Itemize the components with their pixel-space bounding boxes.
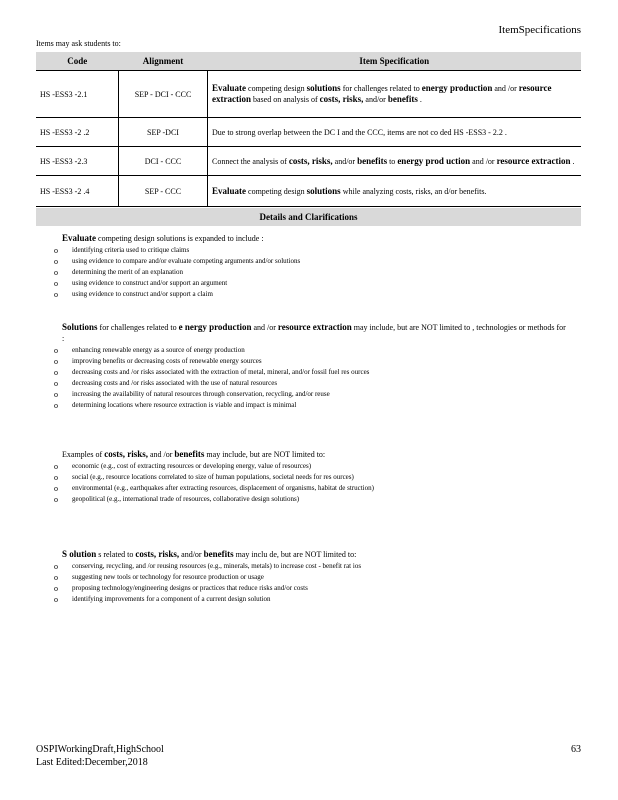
- keyword-text: costs, risks,: [104, 449, 148, 459]
- keyword-text: Evaluate: [212, 83, 247, 93]
- list-item-text: increasing the availability of natural resources through conservation, recycling, and/or reuse: [72, 390, 330, 398]
- keyword-text: solutions: [306, 185, 341, 196]
- details-and-clarifications-heading: Details and Clarifications: [36, 208, 581, 226]
- text-run: competing design solutions is expanded to include :: [96, 234, 264, 243]
- keyword-text: Evaluate: [212, 185, 247, 196]
- list-item-text: environmental (e.g., earthquakes after extracting resources, displacement of organisms, habitat de struction): [72, 484, 374, 492]
- keyword-text: Evaluate: [62, 233, 97, 243]
- page-header-title: ItemSpecifications: [498, 24, 581, 36]
- list-item-text: decreasing costs and /or risks associated with the extraction of metal, mineral, and/or fossil fuel res ources: [72, 368, 370, 376]
- text-run: competing design: [246, 84, 307, 93]
- clarification-list: [40, 561, 570, 605]
- list-item: [54, 367, 570, 378]
- list-item: [54, 594, 570, 605]
- section-heading: [40, 233, 570, 244]
- text-run: for challenges related to: [340, 84, 422, 93]
- row-specification: [208, 147, 582, 176]
- keyword-text: resource extraction: [277, 322, 352, 332]
- list-item-text: identifying improvements for a component of a current design solution: [72, 595, 271, 603]
- list-item-text: identifying criteria used to critique claims: [72, 246, 190, 254]
- bullet-icon: [40, 322, 62, 344]
- text-run: and/or: [179, 550, 204, 559]
- circle-bullet-icon: o: [54, 584, 58, 593]
- list-item: [54, 389, 570, 400]
- table-row: [36, 147, 581, 176]
- text-run: based on analysis of: [250, 95, 320, 104]
- circle-bullet-icon: o: [54, 401, 58, 410]
- list-item: [54, 472, 570, 483]
- circle-bullet-icon: o: [54, 595, 58, 604]
- text-run: and /or: [251, 323, 278, 332]
- item-specification-table: [36, 52, 581, 207]
- text-run: may include, but are NOT limited to:: [204, 450, 326, 459]
- text-run: may inclu de, but are NOT limited to:: [233, 550, 357, 559]
- list-item: [54, 494, 570, 505]
- circle-bullet-icon: o: [54, 268, 58, 277]
- text-run: and /or: [147, 450, 175, 459]
- text-run: to: [387, 156, 398, 166]
- text-run: s related to: [96, 550, 136, 559]
- text-run: Connect the analysis of: [212, 156, 289, 166]
- list-item-text: decreasing costs and /or risks associated with the use of natural resources: [72, 379, 278, 387]
- circle-bullet-icon: o: [54, 390, 58, 399]
- keyword-text: solutions: [306, 83, 341, 93]
- list-item-text: determining the merit of an explanation: [72, 268, 183, 276]
- text-run: .: [417, 95, 422, 104]
- section-heading: [40, 549, 570, 560]
- intro-text: Items may ask students to:: [36, 39, 121, 48]
- section-heading-text: [62, 322, 570, 344]
- table-row: [36, 176, 581, 207]
- list-item: [54, 378, 570, 389]
- list-item-text: using evidence to construct and/or support an argument: [72, 279, 228, 287]
- keyword-text: energy production: [421, 83, 493, 93]
- keyword-text: energy prod uction: [397, 155, 471, 166]
- keyword-text: benefits: [174, 449, 205, 459]
- bullet-icon: [40, 233, 62, 244]
- table-row: [36, 71, 581, 118]
- bullet-icon: [40, 449, 62, 460]
- table-row: [36, 118, 581, 147]
- list-item-text: using evidence to construct and/or support a claim: [72, 290, 213, 298]
- circle-bullet-icon: o: [54, 562, 58, 571]
- circle-bullet-icon: o: [54, 573, 58, 582]
- section-heading: [40, 322, 570, 344]
- clarification-list: [40, 345, 570, 411]
- details-section-solutions-costs: [40, 549, 570, 605]
- circle-bullet-icon: o: [54, 462, 58, 471]
- text-run: and /or: [492, 84, 519, 93]
- circle-bullet-icon: o: [54, 257, 58, 266]
- list-item: [54, 561, 570, 572]
- list-item: [54, 289, 570, 300]
- circle-bullet-icon: o: [54, 484, 58, 493]
- circle-bullet-icon: o: [54, 495, 58, 504]
- section-heading-text: [62, 449, 570, 460]
- row-specification: [208, 118, 582, 147]
- row-alignment: SEP -DCI: [119, 118, 208, 147]
- keyword-text: resource extraction: [496, 155, 571, 166]
- text-run: Examples of: [62, 450, 105, 459]
- row-code: HS -ESS3 -2.3: [36, 147, 119, 176]
- keyword-text: S olution: [62, 549, 97, 559]
- text-run: Due to strong overlap between the DC I and the CCC, items are not co ded HS -ESS3 - 2.2 .: [212, 127, 507, 137]
- list-item-text: enhancing renewable energy as a source of energy production: [72, 346, 245, 354]
- text-run: may include, but are NOT limited to , technologies or methods for :: [62, 323, 566, 343]
- list-item-text: determining locations where resource extraction is viable and impact is minimal: [72, 401, 297, 409]
- text-run: for challenges related to: [97, 323, 179, 332]
- list-item-text: social (e.g., resource locations correlated to size of human populations, societal needs for res ources): [72, 473, 354, 481]
- row-alignment: SEP - DCI - CCC: [119, 71, 208, 118]
- clarification-list: [40, 461, 570, 505]
- text-run: and/or: [363, 95, 388, 104]
- list-item-text: geopolitical (e.g., international trade of resources, collaborative design solutions): [72, 495, 300, 503]
- circle-bullet-icon: o: [54, 473, 58, 482]
- bullet-icon: [40, 549, 62, 560]
- keyword-text: benefits: [203, 549, 234, 559]
- list-item: [54, 483, 570, 494]
- list-item: [54, 583, 570, 594]
- section-heading-text: [62, 233, 570, 244]
- details-section-evaluate: [40, 233, 570, 300]
- row-alignment: DCI - CCC: [119, 147, 208, 176]
- text-run: .: [570, 156, 575, 166]
- list-item-text: economic (e.g., cost of extracting resources or developing energy, value of resources): [72, 462, 312, 470]
- list-item-text: conserving, recycling, and /or reusing resources (e.g., minerals, metals) to increase cost - benefit rat ios: [72, 562, 362, 570]
- column-header-code: Code: [36, 52, 119, 71]
- text-run: competing design: [246, 186, 307, 196]
- details-section-examples: [40, 449, 570, 505]
- table-header-row: [36, 52, 581, 71]
- keyword-text: costs, risks,: [288, 155, 333, 166]
- row-alignment: SEP - CCC: [119, 176, 208, 207]
- circle-bullet-icon: o: [54, 357, 58, 366]
- row-code: HS -ESS3 -2.1: [36, 71, 119, 118]
- list-item-text: proposing technology/engineering designs or practices that reduce risks and/or costs: [72, 584, 308, 592]
- list-item: [54, 461, 570, 472]
- footer-line-1: OSPIWorkingDraft,HighSchool: [36, 744, 164, 755]
- keyword-text: Solutions: [62, 322, 98, 332]
- footer-line-2: Last Edited:December,2018: [36, 757, 148, 768]
- page-number: 63: [571, 744, 581, 755]
- text-run: and/or: [332, 156, 358, 166]
- circle-bullet-icon: o: [54, 290, 58, 299]
- details-section-solutions: [40, 322, 570, 411]
- list-item-text: improving benefits or decreasing costs of renewable energy sources: [72, 357, 262, 365]
- circle-bullet-icon: o: [54, 279, 58, 288]
- list-item: [54, 345, 570, 356]
- list-item-text: using evidence to compare and/or evaluate competing arguments and/or solutions: [72, 257, 301, 265]
- list-item: [54, 356, 570, 367]
- circle-bullet-icon: o: [54, 368, 58, 377]
- keyword-text: benefits: [387, 94, 418, 104]
- list-item: [54, 245, 570, 256]
- keyword-text: costs, risks,: [319, 94, 364, 104]
- row-code: HS -ESS3 -2 .4: [36, 176, 119, 207]
- list-item: [54, 572, 570, 583]
- list-item-text: suggesting new tools or technology for resource production or usage: [72, 573, 264, 581]
- keyword-text: costs, risks,: [135, 549, 180, 559]
- list-item: [54, 278, 570, 289]
- list-item: [54, 400, 570, 411]
- section-heading-text: [62, 549, 570, 560]
- text-run: while analyzing costs, risks, an d/or benefits.: [340, 186, 487, 196]
- row-specification: [208, 71, 582, 118]
- circle-bullet-icon: o: [54, 346, 58, 355]
- text-run: and /or: [470, 156, 497, 166]
- keyword-text: resource extraction: [212, 83, 552, 104]
- list-item: [54, 267, 570, 278]
- row-code: HS -ESS3 -2 .2: [36, 118, 119, 147]
- circle-bullet-icon: o: [54, 379, 58, 388]
- column-header-alignment: Alignment: [119, 52, 208, 71]
- circle-bullet-icon: o: [54, 246, 58, 255]
- section-heading: [40, 449, 570, 460]
- column-header-item-specification: Item Specification: [208, 52, 582, 71]
- list-item: [54, 256, 570, 267]
- keyword-text: benefits: [357, 155, 388, 166]
- keyword-text: e nergy production: [178, 322, 252, 332]
- row-specification: [208, 176, 582, 207]
- clarification-list: [40, 245, 570, 300]
